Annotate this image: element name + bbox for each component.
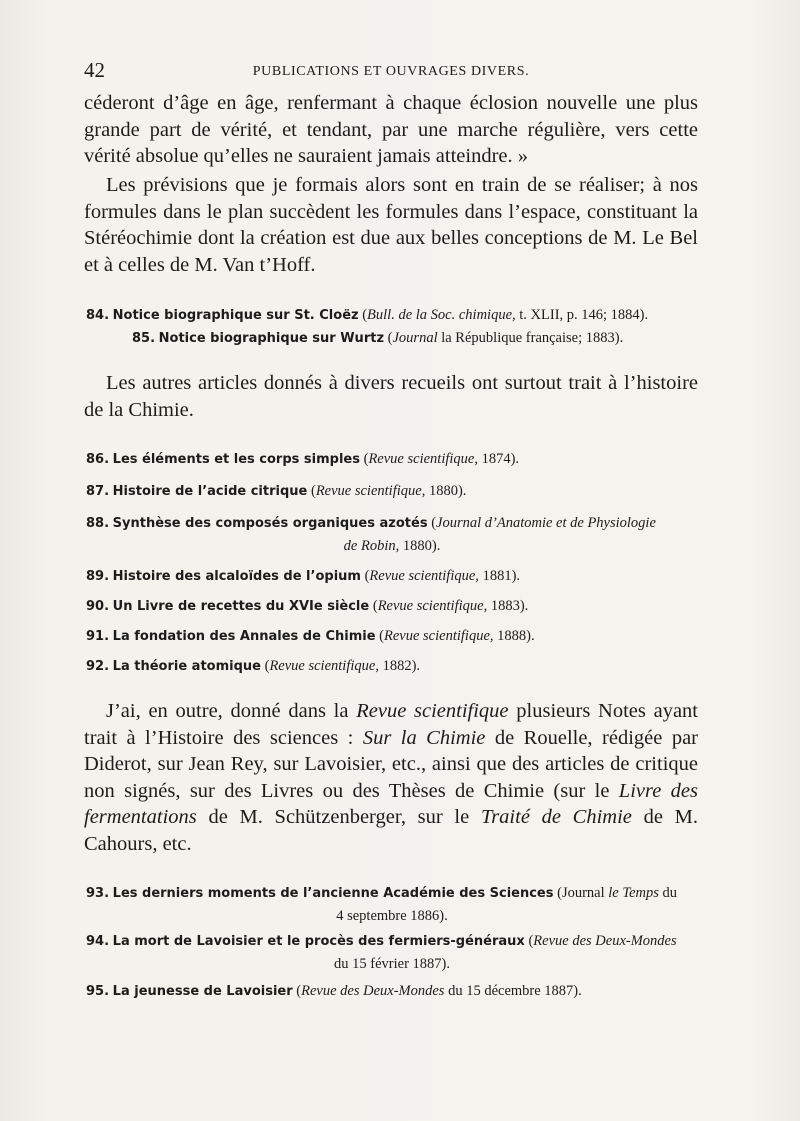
entry-source: Revue des Deux-Mondes	[301, 983, 445, 999]
entry-title: La théorie atomique	[112, 659, 261, 674]
bibliography-entry-88: 88. Synthèse des composés organiques azotés (Journal d’Anatomie et de Physiologie de Robin, 1880).	[86, 515, 656, 554]
entry-title: Histoire des alcaloïdes de l’opium	[112, 569, 361, 584]
bibliography-entry-84: 84. Notice biographique sur St. Cloëz (Bull. de la Soc. chimique, t. XLII, p. 146; 1884).	[86, 307, 649, 323]
bibliography-entry-89: 89. Histoire des alcaloïdes de l’opium (Revue scientifique, 1881).	[86, 568, 521, 584]
entry-title: Un Livre de recettes du XVIe siècle	[112, 599, 370, 614]
entry-number: 95.	[86, 984, 110, 999]
bibliography-entry-94: 94. La mort de Lavoisier et le procès des fermiers-généraux (Revue des Deux-Mondes du 15 février 1887).	[86, 930, 698, 975]
running-head: PUBLICATIONS ET OUVRAGES DIVERS.	[252, 64, 530, 79]
entry-title: La fondation des Annales de Chimie	[112, 629, 376, 644]
entry-title: Notice biographique sur Wurtz	[158, 331, 385, 346]
paragraph-notes-history: J’ai, en outre, donné dans la Revue scientifique plusieurs Notes ayant trait à l’Histoire des sciences : Sur la Chimie de Rouelle, rédigée par Diderot, sur Jean Rey, sur Lavoisier, etc., ainsi que des articles de critique non signés, sur des Livres ou des Thèses de Chimie (sur le Livre des fermentations de M. Schützenberger, sur le Traité de Chimie de M. Cahours, etc.	[84, 700, 699, 855]
entry-source: Revue scientifique,	[315, 483, 426, 499]
bibliography-entry-85: 85. Notice biographique sur Wurtz (Journal la République française; 1883).	[132, 330, 624, 346]
bibliography-entry-90: 90. Un Livre de recettes du XVIe siècle (Revue scientifique, 1883).	[86, 598, 529, 614]
journal-title: Revue scientifique	[356, 700, 509, 722]
page-header	[84, 58, 698, 88]
entry-title: Les derniers moments de l’ancienne Académie des Sciences	[112, 886, 554, 901]
entry-source-continued: de Robin,	[343, 538, 400, 554]
entry-source: Revue scientifique,	[384, 628, 494, 644]
bibliography-entry-93: 93. Les derniers moments de l’ancienne Académie des Sciences (Journal le Temps du 4 septembre 1886).	[86, 882, 698, 927]
entry-source: Journal d’Anatomie et de Physiologie	[436, 515, 656, 531]
paragraph-stereochemistry: Les prévisions que je formais alors sont en train de se réaliser; à nos formules dans le plan succèdent les formules dans l’espace, constituant la Stéréochimie dont la création est due aux belles conceptions de M. Le Bel et à celles de M. Van t’Hoff.	[84, 174, 698, 276]
paragraph-history-intro: Les autres articles donnés à divers recueils ont surtout trait à l’histoire de la Chimie.	[84, 372, 698, 421]
entry-title: Notice biographique sur St. Cloëz	[112, 308, 359, 323]
entry-number: 86.	[86, 452, 110, 467]
entry-title: La jeunesse de Lavoisier	[112, 984, 293, 999]
entry-number: 88.	[86, 516, 110, 531]
bibliography-entry-91: 91. La fondation des Annales de Chimie (Revue scientifique, 1888).	[86, 628, 535, 644]
entry-source: Revue des Deux-Mondes	[533, 933, 677, 949]
entry-source: Revue scientifique,	[269, 658, 379, 674]
book-title: Livre des fermentations	[84, 779, 698, 828]
bibliography-entry-95: 95. La jeunesse de Lavoisier (Revue des Deux-Mondes du 15 décembre 1887).	[86, 983, 582, 999]
note-title: Sur la Chimie	[362, 726, 486, 749]
entry-date: 4 septembre 1886).	[336, 908, 448, 924]
entry-number: 94.	[86, 934, 110, 949]
entry-number: 87.	[86, 484, 110, 499]
entry-number: 84.	[86, 308, 110, 323]
entry-title: Synthèse des composés organiques azotés	[112, 516, 428, 531]
entry-source: Revue scientifique,	[377, 598, 488, 614]
entry-number: 91.	[86, 629, 110, 644]
entry-title: La mort de Lavoisier et le procès des fermiers-généraux	[112, 934, 525, 949]
entry-source: Journal	[392, 330, 438, 346]
bibliography-entry-86: 86. Les éléments et les corps simples (Revue scientifique, 1874).	[86, 451, 520, 467]
entry-number: 89.	[86, 569, 110, 584]
entry-source: Revue scientifique,	[369, 568, 479, 584]
entry-title: Les éléments et les corps simples	[112, 452, 360, 467]
bibliography-entry-92: 92. La théorie atomique (Revue scientifique, 1882).	[86, 658, 421, 674]
bibliography-entry-87: 87. Histoire de l’acide citrique (Revue scientifique, 1880).	[86, 483, 467, 499]
entry-number: 85.	[132, 331, 156, 346]
entry-source: le Temps	[608, 885, 659, 901]
entry-number: 90.	[86, 599, 110, 614]
book-title: Traité de Chimie	[480, 806, 632, 828]
entry-source: Revue scientifique,	[368, 451, 478, 467]
page-number: 42	[84, 58, 105, 82]
entry-title: Histoire de l’acide citrique	[112, 484, 308, 499]
paragraph-quote-end: céderont d’âge en âge, renfermant à chaque éclosion nouvelle une plus grande part de vérité, et tendant, par une marche régulière, vers cette vérité absolue qu’elles ne sauraient jamais atteindre. »	[84, 92, 698, 167]
entry-source: Bull. de la Soc. chimique,	[367, 307, 516, 323]
entry-number: 93.	[86, 886, 110, 901]
entry-date: du 15 février 1887).	[334, 956, 450, 972]
entry-number: 92.	[86, 659, 110, 674]
